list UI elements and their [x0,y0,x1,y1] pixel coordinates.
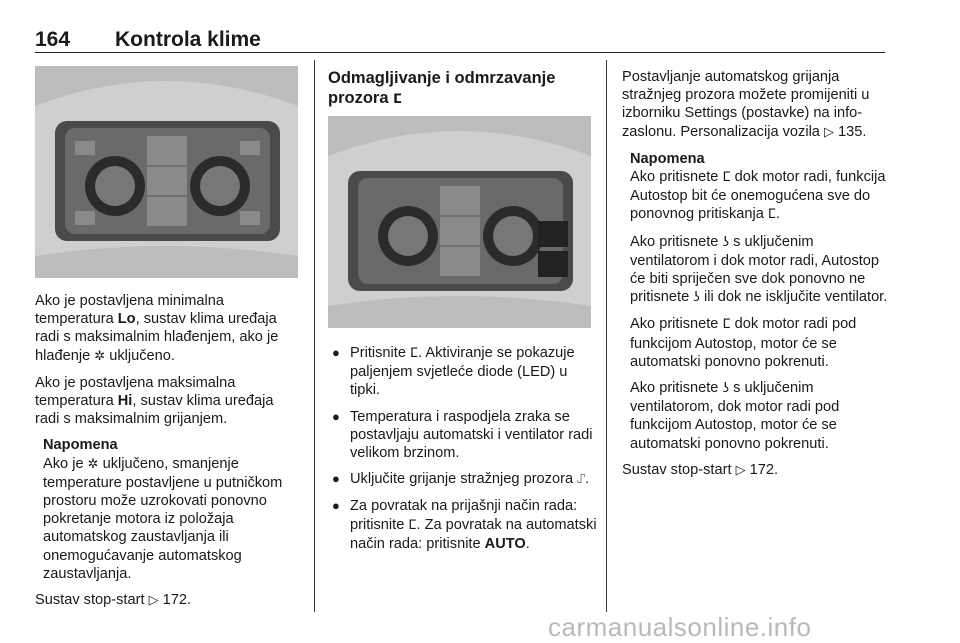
reference-stop-start: Sustav stop-start ▷ 172. [622,461,888,480]
page-header [35,24,885,53]
windscreen-defrost-icon: ⵎ [410,346,419,361]
note-title: Napomena [43,437,118,454]
note-block [43,436,300,583]
column-3 [622,68,888,488]
column-2-list [328,344,600,561]
list-item: ● Uključite grijanje stražnjeg prozora ⑀. [328,470,600,489]
note-text: Ako pritisnete ⵎ dok motor radi pod funkcijom Autostop, motor će se automatski ponovno pokrenuti. [630,316,857,370]
fan-icon: ʖ [693,290,700,306]
climate-panel-photo [35,66,298,278]
fan-icon: ʖ [722,381,730,397]
windscreen-defrost-icon: ⵎ [393,92,402,107]
paragraph-settings: Postavljanje automatskog grijanja stražnjeg prozora možete promijeniti u izborniku Settings (postavke) na info-zaslonu. Personalizacija vozila ▷ 135. [622,68,888,142]
bullet-icon: ● [332,498,340,514]
page-reference-icon: ▷ [148,593,159,609]
snowflake-icon: ✲ [87,456,99,472]
column-2 [328,68,598,110]
page-reference-icon: ▷ [823,124,834,140]
column-divider-2 [606,60,607,612]
windscreen-defrost-icon: ⵎ [722,317,731,333]
page-number: 164 [35,28,71,51]
fan-icon: ʖ [722,234,730,250]
note-text: Ako je ✲ uključeno, smanjenje temperature postavljene u putničkom prostoru može uzrokovati ponovno pokretanje motora iz položaja automatskog zaustavljanja ili onemogućavanje automatskog zaustavljanja. [43,455,283,582]
page-reference-icon: ▷ [735,462,746,478]
section-heading: Odmagljivanje i odmrzavanje prozora ⵎ [328,68,598,110]
list-item: ● Temperatura i raspodjela zraka se postavljaju automatski i ventilator radi velikom brzinom. [332,408,593,462]
defrost-panel-illustration [328,116,591,328]
defrost-panel-photo [328,116,591,328]
reference-stop-start: Sustav stop-start ▷ 172. [35,591,300,610]
snowflake-icon: ✲ [94,348,106,364]
list-item: ● Pritisnite ⵎ. Aktiviranje se pokazuje paljenjem svjetleće diode (LED) u tipki. [332,345,575,399]
rear-window-heating-icon: ⑀ [577,472,585,488]
page-title: Kontrola klime [115,28,261,51]
bullet-icon: ● [332,408,340,424]
windscreen-defrost-icon: ⵎ [722,170,731,186]
watermark: carmanualsonline.info [548,612,812,642]
note-title: Napomena [630,150,705,167]
column-divider-1 [314,60,315,612]
climate-panel-illustration [35,66,298,278]
instruction-list [328,344,600,553]
paragraph-hi: Ako je postavljena maksimalna temperatura Hi, sustav klima uređaja radi s maksimalnim grijanjem. [35,374,274,428]
bullet-icon: ● [332,345,340,360]
windscreen-defrost-icon: ⵎ [767,207,776,223]
windscreen-defrost-icon: ⵎ [408,517,417,533]
bullet-icon: ● [332,471,340,487]
column-1 [35,292,300,618]
note-block [630,150,888,453]
note-text: Ako pritisnete ʖ s uključenim ventilatorom i dok motor radi, Autostop će biti spriječen sve dok ponovno ne pritisnete ʖ ili dok ne isključite ventilator. [630,233,888,308]
note-text: Ako pritisnete ʖ s uključenim ventilatorom, dok motor radi pod funkcijom Autostop, motor će se automatski ponovno pokrenuti. [630,380,840,452]
note-text: Ako pritisnete ⵎ dok motor radi, funkcija Autostop bit će onemogućena sve do ponovnog pritiskanja ⵎ. [630,168,888,225]
list-item: ● Za povratak na prijašnji način rada: pritisnite ⵎ. Za povratak na automatski način rada: pritisnite AUTO. [332,498,597,552]
paragraph-lo: Ako je postavljena minimalna temperatura Lo, sustav klima uređaja radi s maksimalnim hlađenjem, ako je hlađenje ✲ uključeno. [35,292,300,366]
